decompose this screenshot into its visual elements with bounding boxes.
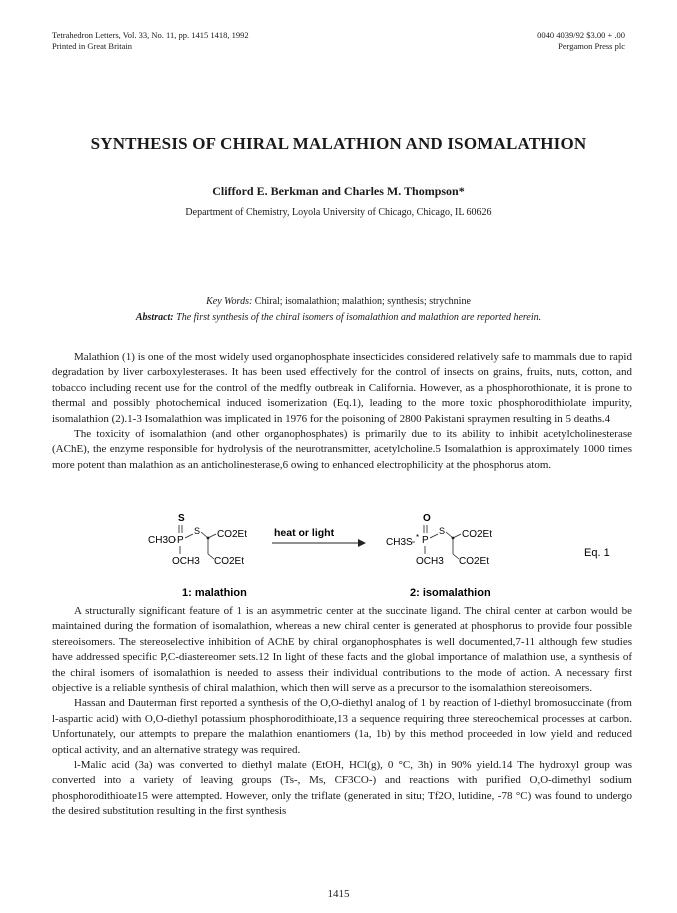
scheme-ch3o: CH3O	[148, 535, 176, 546]
body-text-upper	[52, 350, 632, 473]
scheme-och3-left: OCH3	[172, 556, 200, 567]
paper-title: SYNTHESIS OF CHIRAL MALATHION AND ISOMALATHION	[90, 134, 587, 153]
scheme-co2et-1: CO2Et	[217, 529, 248, 540]
equation-label: Eq. 1	[584, 547, 610, 559]
journal-line: Tetrahedron Letters, Vol. 33, No. 11, pp. 1415 1418, 1992	[52, 30, 249, 40]
scheme-s-bridge-left: S	[194, 526, 201, 536]
svg-text:*: *	[416, 533, 420, 542]
abstract-label: Abstract:	[135, 312, 174, 323]
issn-block	[537, 30, 625, 52]
scheme-p-right: P	[422, 535, 429, 546]
authors: Clifford E. Berkman and Charles M. Thompson*	[212, 184, 465, 198]
scheme-s-bridge-right: S	[439, 526, 446, 536]
abstract-text: The first synthesis of the chiral isomers of isomalathion and malathion are reported herein.	[176, 312, 542, 323]
body-text-lower	[52, 604, 632, 820]
paragraph-3: A structurally significant feature of 1 is an asymmetric center at the succinate ligand. The chiral center at carbon would be maintained during the formation of isomalathion, whereas a new chiral center is generated at phosphorus to provide four possible stereoisomers. The stereoselective inhibition of AChE by chiral organophosphates is well documented,7-11 although few studies have addressed specific P,C-diastereomer sets.12 In light of these facts and the global importance of malathion use, a synthesis of the chiral isomers of isomalathion is needed to assess their individual contributions to the mode of action. A necessary first objective is a reliable synthesis of chiral malathion, which then will serve as a precursor to the isomalathion stereoisomers.	[52, 605, 632, 695]
scheme-co2et-2: CO2Et	[214, 556, 245, 567]
keywords-label: Key Words:	[206, 296, 253, 307]
paragraph-2: The toxicity of isomalathion (and other organophosphates) is primarily due to its ability to inhibit acetylcholinesterase (AChE), the enzyme responsible for hydrolysis of the neurotransmitter, acetylcholine.5 Isomalathion is approximately 1000 times more potent than malathion as an anticholinesterase,6 owing to enhanced electrophilicity at the phosphorus atom.	[52, 428, 632, 471]
compound-2-label: 2: isomalathion	[410, 587, 491, 599]
keywords	[0, 296, 677, 307]
arrow-label: heat or light	[274, 527, 335, 539]
publisher-line: Pergamon Press plc	[558, 41, 625, 51]
scheme-co2et-3: CO2Et	[462, 529, 493, 540]
paragraph-5: l-Malic acid (3a) was converted to diethyl malate (EtOH, HCl(g), 0 °C, 3h) in 90% yield.14 The hydroxyl group was converted into a variety of leaving groups (Ts-, Ms, CF3CO-) and reactions with purified O,O-dimethyl sodium phosphorodithioate15 were attempted. However, only the triflate (generated in situ; Tf2O, lutidine, -78 °C) was found to undergo the desired substitution resulting in the first synthesis	[52, 759, 632, 818]
journal-citation	[52, 30, 249, 52]
compound-1-label: 1: malathion	[182, 587, 247, 599]
scheme-s-label: S	[178, 513, 185, 524]
affiliation: Department of Chemistry, Loyola University of Chicago, Chicago, IL 60626	[185, 207, 492, 218]
scheme-o-label: O	[423, 513, 431, 524]
scheme-co2et-4: CO2Et	[459, 556, 490, 567]
page-number: 1415	[327, 888, 350, 900]
abstract	[0, 312, 677, 323]
scheme-p-left: P	[177, 535, 184, 546]
scheme-ch3s: CH3S	[386, 537, 413, 548]
paragraph-4: Hassan and Dauterman first reported a synthesis of the O,O-diethyl analog of 1 by reaction of l-diethyl bromosuccinate (from l-aspartic acid) with O,O-diethyl potassium phosphorodithioate,13 a sequence requiring three stereochemical processes at carbon. Unfortunately, our attempts to prepare the malathion enantiomers (1a, 1b) by this method proceeded in low yield and reduced optical activity, and an alternative strategy was required.	[52, 697, 632, 756]
issn-line: 0040 4039/92 $3.00 + .00	[537, 30, 625, 40]
paragraph-1: Malathion (1) is one of the most widely used organophosphate insecticides considered relatively safe to mammals due to rapid degradation by liver carboxylesterases. It has been used effectively for the control of insects on grains, fruits, nuts, cotton, and tobacco including recent use for the control of the medfly outbreak in California. However, as a phosphorothionate, it is prone to thermal and possibly photochemical induced isomerization (Eq.1), leading to the more toxic phosphorodithiolate impurity, isomalathion (2).1-3 Isomalathion was implicated in 1976 for the poisoning of 2800 Pakistani spraymen resulting in 5 deaths.4	[52, 351, 632, 425]
reaction-scheme	[148, 512, 668, 610]
printed-line: Printed in Great Britain	[52, 41, 133, 51]
keywords-text: Chiral; isomalathion; malathion; synthesis; strychnine	[254, 296, 471, 307]
scheme-och3-right: OCH3	[416, 556, 444, 567]
